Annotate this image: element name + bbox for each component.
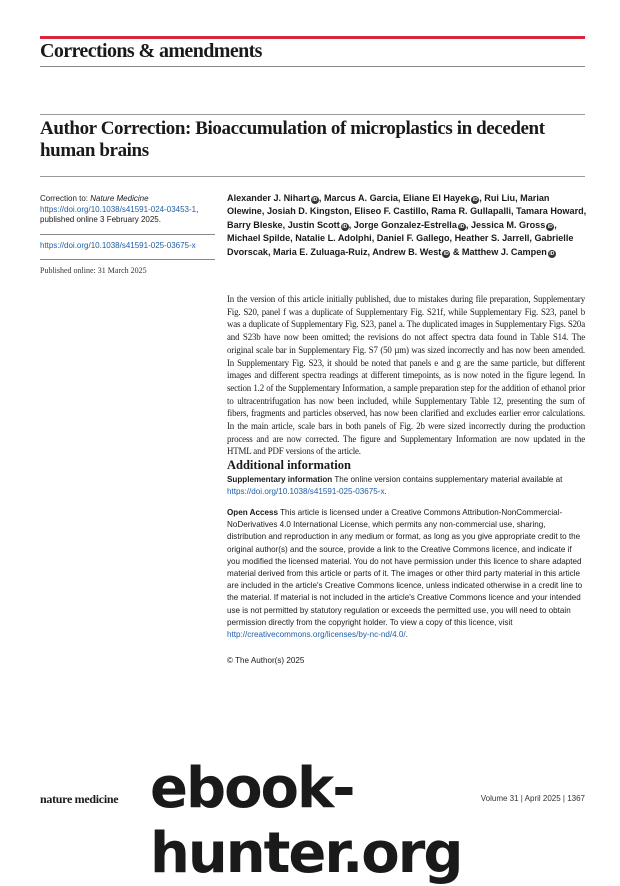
author-name: Natalie L. Adolphi — [295, 233, 372, 244]
author-name: Eliseo F. Castillo — [354, 206, 427, 217]
open-access-label: Open Access — [227, 508, 278, 517]
article-title: Author Correction: Bioaccumulation of microplastics in decedent human brains — [40, 118, 545, 161]
orcid-icon[interactable]: iD — [472, 197, 478, 203]
author-name: Alexander J. Nihart — [227, 193, 310, 203]
original-doi-link[interactable]: https://doi.org/10.1038/s41591-024-03453-1 — [40, 204, 197, 214]
supplementary-end: . — [384, 487, 387, 497]
author-list: Alexander J. Nihart iD , Marcus A. Garcia, Eliane El Hayek iD , Rui Liu, Marian Olewine, Josiah D. Kingston, Eliseo F. Castillo, Rama R. Gullapalli, Tamara Howard, Barry Bleske, Justin Scott iD , Jorge Gonzalez-Estrella iD , Jessica M. Gross iD , Michael Spilde, Natalie L. Adolphi, Daniel F. Gallego, Heather S. Jarrell, Gabrielle Dvorscak, Maria E. Zuluaga-Ruiz, Andrew B. West iD & Matthew J. Campen iD — [227, 193, 587, 257]
author-name: Barry Bleske — [227, 219, 283, 230]
author-name: Maria E. Zuluaga-Ruiz — [273, 246, 368, 257]
open-access-notice — [227, 507, 585, 641]
author-name: Jorge Gonzalez-Estrella — [353, 219, 457, 230]
open-access-end: . — [405, 630, 408, 640]
supplementary-label: Supplementary information — [227, 475, 333, 484]
header-divider — [40, 66, 585, 67]
original-published-date: , published online 3 February 2025. — [40, 204, 199, 224]
orcid-icon[interactable]: iD — [547, 223, 553, 230]
title-bottom-divider — [40, 176, 585, 177]
correction-body: In the version of this article initially published, due to mistakes during file preparation, Supplementary Fig. S20, panel f was a duplicate of Supplementary Fig. S21f, while Supplementary Fig. S23, panel b was a duplicate of Supplementary Fig. S23, panel a. The duplicated images in Supplementary Figs. S20a and S23b have now been omitted; the revisions do not affect spectra data found in Table S14. The original scale bar in Supplementary Fig. S7 (50 µm) was sized incorrectly and has now been amended. In Supplementary Fig. S23, it should be noted that panels e and g are the same particle, but different images and different spectra readings at different timepoints, as is now noted in the figure legend. In section 1.2 of the Supplementary Information, a sample preparation step for the addition of ethanol prior to ultracentrifugation has now been included, while Supplementary Table 12, presenting the sum of fibers, fragments and particles observed, has now been clarified and excludes earlier error calculations. In the main article, scale bars in both panels of Fig. 2b were sized incorrectly during the production process and are now corrected. The figure and Supplementary Information are now updated in the HTML and PDF versions of the article. — [227, 294, 585, 457]
correction-to-label: Correction to: — [40, 194, 89, 203]
watermark-text: ebook-hunter.org — [150, 756, 462, 886]
author-name: Gabrielle Dvorscak — [227, 233, 574, 257]
author-name: Rui Liu — [484, 193, 516, 203]
metadata-divider-2 — [40, 259, 215, 260]
author-name: Jessica M. Gross — [470, 219, 546, 230]
author-name: Marian Olewine — [227, 193, 550, 217]
header-accent-bar — [40, 36, 585, 39]
author-name: Daniel F. Gallego — [376, 233, 450, 244]
author-name: Josiah D. Kingston — [266, 206, 350, 217]
supplementary-text: The online version contains supplementary material available at — [332, 475, 563, 484]
correction-doi-link[interactable]: https://doi.org/10.1038/s41591-025-03675-x — [40, 240, 196, 250]
orcid-icon[interactable]: iD — [312, 197, 318, 203]
author-name: Tamara Howard — [516, 206, 584, 217]
supplementary-information — [227, 474, 585, 498]
journal-name: Nature Medicine — [90, 194, 149, 203]
license-link[interactable]: http://creativecommons.org/licenses/by-nc-nd/4.0/ — [227, 630, 406, 640]
journal-brand-logo: nature medicine — [40, 792, 119, 806]
article-metadata — [40, 194, 215, 277]
authors-connector: & — [450, 246, 462, 257]
published-online-date: Published online: 31 March 2025 — [40, 266, 147, 275]
author-name: Michael Spilde — [227, 233, 291, 244]
author-name: Matthew J. Campen — [461, 246, 547, 257]
author-name: Eliane El Hayek — [402, 193, 471, 203]
orcid-icon[interactable]: iD — [342, 223, 348, 230]
orcid-icon[interactable]: iD — [443, 250, 449, 257]
author-name: Rama R. Gullapalli — [431, 206, 512, 217]
orcid-icon[interactable]: iD — [459, 223, 465, 230]
metadata-divider-1 — [40, 234, 215, 235]
author-name: Marcus A. Garcia — [323, 193, 398, 203]
title-top-divider — [40, 114, 585, 115]
correction-to-block — [40, 194, 215, 226]
additional-information-heading: Additional information — [227, 458, 351, 472]
author-name: Justin Scott — [287, 219, 340, 230]
supplementary-link[interactable]: https://doi.org/10.1038/s41591-025-03675-x — [227, 487, 385, 497]
copyright-notice: © The Author(s) 2025 — [227, 656, 305, 665]
orcid-icon[interactable]: iD — [549, 250, 555, 257]
author-name: Heather S. Jarrell — [454, 233, 530, 244]
section-title: Corrections & amendments — [40, 40, 262, 62]
footer-page-info: Volume 31 | April 2025 | 1367 — [480, 794, 585, 803]
open-access-text: This article is licensed under a Creative Commons Attribution-NonCommercial-NoDerivatives 4.0 International License, which permits any non-commercial use, sharing, distribution and reproduction in any medium or format, as long as you give appropriate credit to the original author(s) and the source, provide a link to the Creative Commons licence, and indicate if you modified the licensed material. You do not have permission under this licence to share adapted material derived from this article or parts of it. The images or other third party material in this article are included in the article's Creative Commons licence, unless indicated otherwise in a credit line to the material. If material is not included in the article's Creative Commons licence and your intended use is not permitted by statutory regulation or exceeds the permitted use, you will need to obtain permission directly from the copyright holder. To view a copy of this licence, visit — [227, 508, 583, 627]
author-name: Andrew B. West — [372, 246, 442, 257]
